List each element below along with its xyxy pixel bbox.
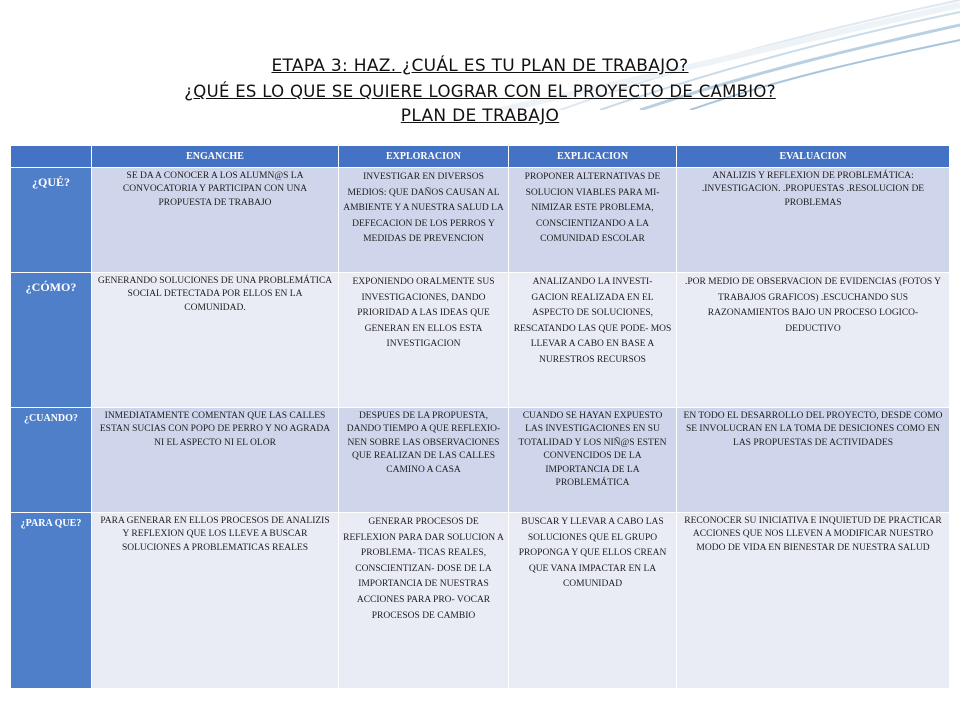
table-row	[11, 168, 950, 273]
table-cell: .POR MEDIO DE OBSERVACION DE EVIDENCIAS (FOTOS Y TRABAJOS GRAFICOS) .ESCUCHANDO SUS RAZONAMIENTOS BAJO UN PROCESO LOGICO-DEDUCTIVO	[677, 273, 950, 408]
table-cell: INVESTIGAR EN DIVERSOS MEDIOS: QUE DAÑOS CAUSAN AL AMBIENTE Y A NUESTRA SALUD LA DEFECACION DE LOS PERROS Y MEDIDAS DE PREVENCION	[339, 168, 509, 273]
title-block	[0, 54, 960, 129]
table-row	[11, 513, 950, 689]
header-corner	[11, 146, 92, 168]
slide-title: ETAPA 3: HAZ. ¿CUÁL ES TU PLAN DE TRABAJO?	[271, 56, 689, 76]
table-row	[11, 408, 950, 513]
header-evaluacion: EVALUACION	[677, 146, 950, 168]
table-cell: INMEDIATAMENTE COMENTAN QUE LAS CALLES ESTAN SUCIAS CON POPO DE PERRO Y NO AGRADA NI EL ASPECTO NI EL OLOR	[92, 408, 339, 513]
table-cell: SE DA A CONOCER A LOS ALUMN@S LA CONVOCATORIA Y PARTICIPAN CON UNA PROPUESTA DE TRABAJO	[92, 168, 339, 273]
table-cell: EN TODO EL DESARROLLO DEL PROYECTO, DESDE COMO SE INVOLUCRAN EN LA TOMA DE DESICIONES COMO EN LAS PROPUESTAS DE ACTIVIDADES	[677, 408, 950, 513]
table-caption: PLAN DE TRABAJO	[400, 106, 560, 126]
table-cell: ANALIZANDO LA INVESTI- GACION REALIZADA EN EL ASPECTO DE SOLUCIONES, RESCATANDO LAS QUE PODE- MOS LLEVAR A CABO EN BASE A NURESTROS RECURSOS	[509, 273, 677, 408]
table-cell: CUANDO SE HAYAN EXPUESTO LAS INVESTIGACIONES EN SU TOTALIDAD Y LOS NIÑ@S ESTEN CONVENCIDOS DE LA IMPORTANCIA DE LA PROBLEMÁTICA	[509, 408, 677, 513]
table-cell: ANALIZIS Y REFLEXION DE PROBLEMÁTICA: .INVESTIGACION. .PROPUESTAS .RESOLUCION DE PROBLEMAS	[677, 168, 950, 273]
table-cell: DESPUES DE LA PROPUESTA, DANDO TIEMPO A QUE REFLEXIO- NEN SOBRE LAS OBSERVACIONES QUE REALIZAN DE LAS CALLES CAMINO A CASA	[339, 408, 509, 513]
table-cell: PARA GENERAR EN ELLOS PROCESOS DE ANALIZIS Y REFLEXION QUE LOS LLEVE A BUSCAR SOLUCIONES A PROBLEMATICAS REALES	[92, 513, 339, 689]
header-explicacion: EXPLICACION	[509, 146, 677, 168]
row-label-como: ¿CÓMO?	[11, 273, 92, 408]
row-label-cuando: ¿CUANDO?	[11, 408, 92, 513]
table-row	[11, 273, 950, 408]
slide-subtitle: ¿QUÉ ES LO QUE SE QUIERE LOGRAR CON EL PROYECTO DE CAMBIO?	[184, 82, 776, 101]
table-cell: GENERANDO SOLUCIONES DE UNA PROBLEMÁTICA SOCIAL DETECTADA POR ELLOS EN LA COMUNIDAD.	[92, 273, 339, 408]
row-label-para-que: ¿PARA QUE?	[11, 513, 92, 689]
row-label-que: ¿QUÉ?	[11, 168, 92, 273]
table-cell: BUSCAR Y LLEVAR A CABO LAS SOLUCIONES QUE EL GRUPO PROPONGA Y QUE ELLOS CREAN QUE VANA IMPACTAR EN LA COMUNIDAD	[509, 513, 677, 689]
table-cell: PROPONER ALTERNATIVAS DE SOLUCION VIABLES PARA MI- NIMIZAR ESTE PROBLEMA, CONSCIENTIZANDO A LA COMUNIDAD ESCOLAR	[509, 168, 677, 273]
header-exploracion: EXPLORACION	[339, 146, 509, 168]
table-header-row	[11, 146, 950, 168]
table-cell: GENERAR PROCESOS DE REFLEXION PARA DAR SOLUCION A PROBLEMA- TICAS REALES, CONSCIENTIZAN- DOSE DE LA IMPORTANCIA DE NUESTRAS ACCIONES PARA PRO- VOCAR PROCESOS DE CAMBIO	[339, 513, 509, 689]
work-plan-table	[10, 145, 950, 689]
header-enganche: ENGANCHE	[92, 146, 339, 168]
table-cell: EXPONIENDO ORALMENTE SUS INVESTIGACIONES, DANDO PRIORIDAD A LAS IDEAS QUE GENERAN EN ELLOS ESTA INVESTIGACION	[339, 273, 509, 408]
table-cell: RECONOCER SU INICIATIVA E INQUIETUD DE PRACTICAR ACCIONES QUE NOS LLEVEN A MODIFICAR NUESTRO MODO DE VIDA EN BIENESTAR DE NUESTRA SALUD	[677, 513, 950, 689]
